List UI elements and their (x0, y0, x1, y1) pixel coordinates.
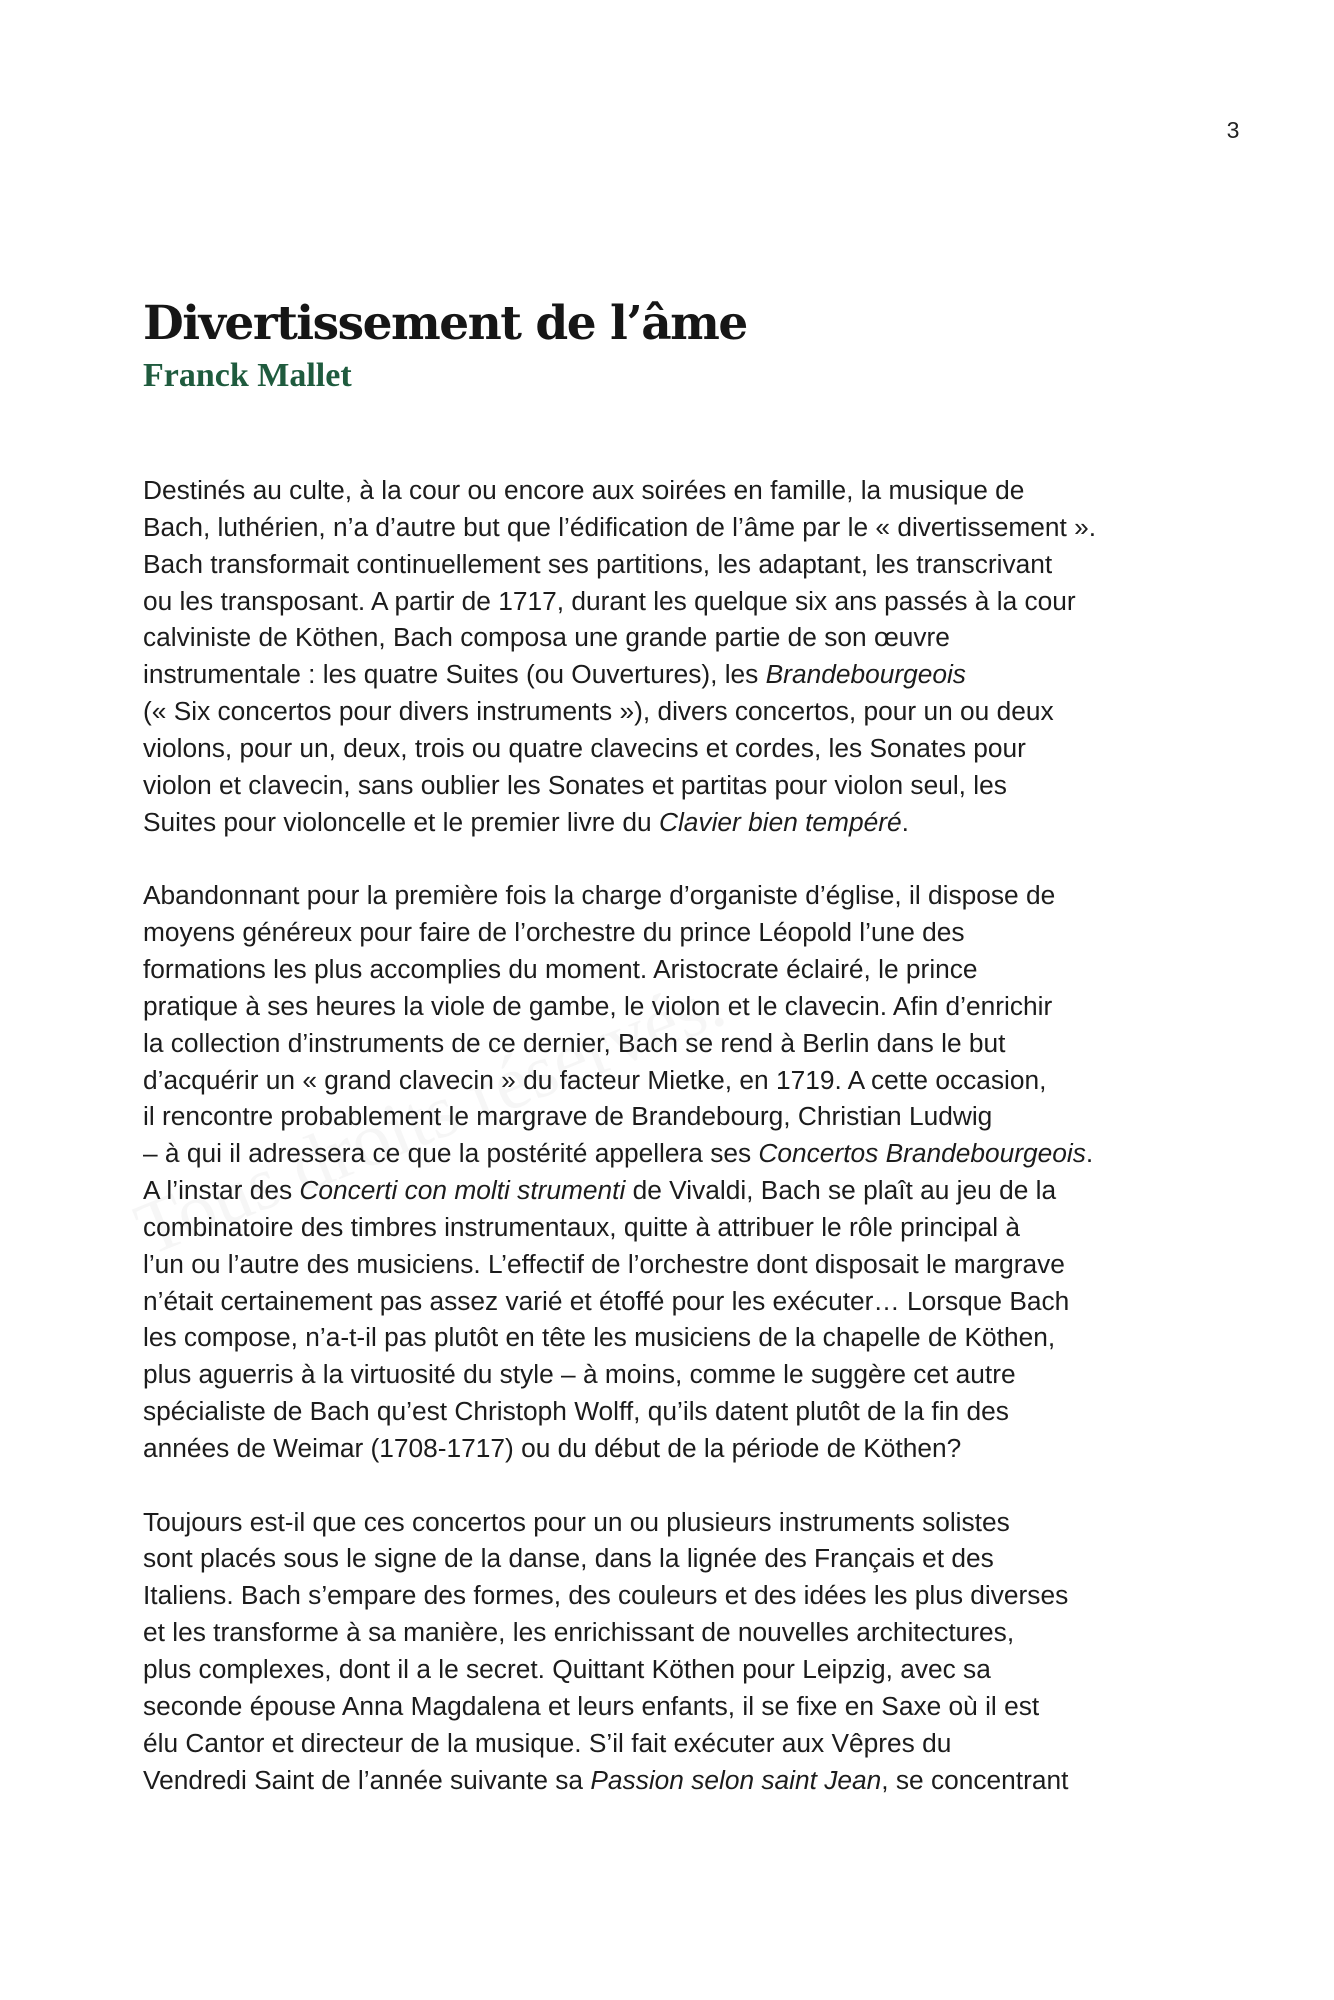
text-line (143, 693, 1203, 730)
italic-title-text: Passion selon saint Jean (590, 1764, 882, 1795)
text-line (143, 1651, 1203, 1688)
text-line (143, 656, 1203, 693)
text-line (143, 1135, 1203, 1172)
text-line (143, 1319, 1203, 1356)
text-line (143, 1577, 1203, 1614)
text-run: pratique à ses heures la viole de gambe, le violon et le clavecin. Afin d’enrichir (143, 990, 1053, 1021)
text-run: plus aguerris à la virtuosité du style – à moins, comme le suggère cet autre (143, 1359, 1016, 1390)
text-run: sont placés sous le signe de la danse, dans la lignée des Français et des (143, 1543, 994, 1574)
text-run: l’un ou l’autre des musiciens. L’effectif de l’orchestre dont disposait le margrave (143, 1248, 1065, 1279)
text-run: les compose, n’a-t-il pas plutôt en tête les musiciens de la chapelle de Köthen, (143, 1322, 1056, 1353)
text-line (143, 1062, 1203, 1099)
text-run: Toujours est-il que ces concertos pour un ou plusieurs instruments solistes (143, 1506, 1010, 1537)
text-line (143, 1688, 1203, 1725)
text-run: élu Cantor et directeur de la musique. S’il fait exécuter aux Vêpres du (143, 1727, 952, 1758)
text-run: de Vivaldi, Bach se plaît au jeu de la (625, 1175, 1057, 1206)
text-line (143, 472, 1203, 509)
text-run: années de Weimar (1708-1717) ou du début de la période de Köthen? (143, 1432, 962, 1463)
text-line (143, 730, 1203, 767)
article-author: Franck Mallet (143, 357, 352, 394)
italic-title-text: Brandebourgeois (765, 659, 966, 690)
body-paragraph (143, 1504, 1203, 1799)
text-run: la collection d’instruments de ce dernier, Bach se rend à Berlin dans le but (143, 1027, 1006, 1058)
body-paragraph (143, 877, 1203, 1467)
text-line (143, 1356, 1203, 1393)
text-line (143, 1504, 1203, 1541)
italic-title-text: Concerti con molti strumenti (299, 1175, 626, 1206)
text-line (143, 1209, 1203, 1246)
text-line (143, 1098, 1203, 1135)
text-line (143, 767, 1203, 804)
text-line (143, 877, 1203, 914)
italic-title-text: Clavier bien tempéré (658, 806, 902, 837)
text-line (143, 546, 1203, 583)
text-run: violon et clavecin, sans oublier les Sonates et partitas pour violon seul, les (143, 769, 1007, 800)
text-run: Destinés au culte, à la cour ou encore aux soirées en famille, la musique de (143, 475, 1025, 505)
text-run: . (901, 806, 909, 837)
text-run: spécialiste de Bach qu’est Christoph Wolff, qu’ils datent plutôt de la fin des (143, 1396, 1009, 1427)
text-run: il rencontre probablement le margrave de Brandebourg, Christian Ludwig (143, 1101, 993, 1132)
text-run: seconde épouse Anna Magdalena et leurs enfants, il se fixe en Saxe où il est (143, 1690, 1040, 1721)
text-run: violons, pour un, deux, trois ou quatre clavecins et cordes, les Sonates pour (143, 732, 1026, 763)
text-line (143, 1025, 1203, 1062)
text-run: A l’instar des (143, 1175, 300, 1206)
page-number: 3 (1226, 117, 1240, 143)
text-line (143, 988, 1203, 1025)
text-line (143, 1172, 1203, 1209)
text-line (143, 1393, 1203, 1430)
text-line (143, 1246, 1203, 1283)
text-line (143, 1762, 1203, 1799)
text-run: d’acquérir un « grand clavecin » du facteur Mietke, en 1719. A cette occasion, (143, 1064, 1047, 1095)
text-run: et les transforme à sa manière, les enrichissant de nouvelles architectures, (143, 1617, 1015, 1648)
text-line (143, 1540, 1203, 1577)
text-run: Abandonnant pour la première fois la charge d’organiste d’église, il dispose de (143, 880, 1056, 911)
text-run: calviniste de Köthen, Bach composa une grande partie de son œuvre (143, 622, 950, 653)
text-run: (« Six concertos pour divers instruments »), divers concertos, pour un ou deux (143, 696, 1054, 727)
text-run: formations les plus accomplies du moment. Aristocrate éclairé, le prince (143, 953, 978, 984)
text-line (143, 914, 1203, 951)
text-line (143, 619, 1203, 656)
article-title: Divertissement de l’âme (143, 296, 747, 351)
text-run: Vendredi Saint de l’année suivante sa (143, 1764, 591, 1795)
article-body (143, 472, 1203, 1835)
text-run: Suites pour violoncelle et le premier livre du (143, 806, 659, 837)
text-line (143, 1725, 1203, 1762)
text-run: combinatoire des timbres instrumentaux, quitte à attribuer le rôle principal à (143, 1211, 1020, 1242)
text-line (143, 951, 1203, 988)
text-run: Bach, luthérien, n’a d’autre but que l’édification de l’âme par le « divertissement ». (143, 511, 1097, 542)
text-line (143, 804, 1203, 841)
text-line (143, 1283, 1203, 1320)
text-line (143, 1614, 1203, 1651)
text-line (143, 583, 1203, 620)
body-paragraph (143, 472, 1203, 840)
text-run: ou les transposant. A partir de 1717, durant les quelque six ans passés à la cour (143, 585, 1076, 616)
text-run: Italiens. Bach s’empare des formes, des couleurs et des idées les plus diverses (143, 1580, 1069, 1611)
text-run: n’était certainement pas assez varié et étoffé pour les exécuter… Lorsque Bach (143, 1285, 1070, 1316)
text-run: plus complexes, dont il a le secret. Quittant Köthen pour Leipzig, avec sa (143, 1654, 991, 1684)
text-run: instrumentale : les quatre Suites (ou Ouvertures), les (143, 659, 766, 690)
text-run: . (1085, 1138, 1094, 1169)
text-run: Bach transformait continuellement ses partitions, les adaptant, les transcrivant (143, 548, 1053, 579)
text-run: , se concentrant (881, 1764, 1069, 1795)
text-run: moyens généreux pour faire de l’orchestre du prince Léopold l’une des (143, 917, 965, 948)
text-line (143, 509, 1203, 546)
text-run: – à qui il adressera ce que la postérité appellera ses (143, 1138, 759, 1169)
text-line (143, 1430, 1203, 1467)
italic-title-text: Concertos Brandebourgeois (758, 1138, 1086, 1169)
